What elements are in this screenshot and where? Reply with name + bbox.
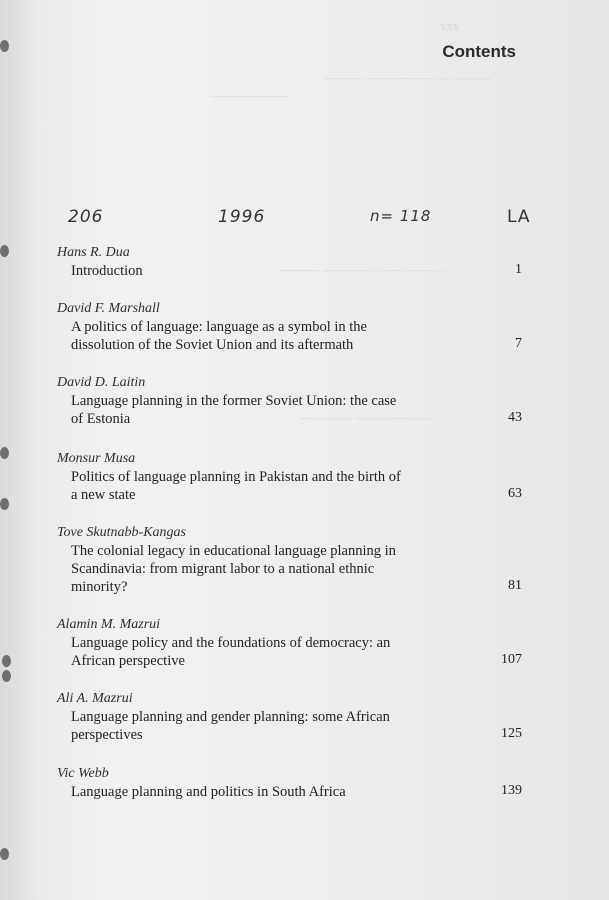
- punch-hole: [2, 670, 11, 682]
- entry-page-number: 1: [515, 262, 522, 277]
- bleed-through-text: ——— ———— —— ———: [280, 262, 446, 277]
- entry-title: Language policy and the foundations of democracy: an African perspective: [71, 635, 391, 669]
- entry-page-number: 63: [508, 486, 522, 501]
- bleed-through-text: ———— ——————: [300, 410, 434, 425]
- bleed-through-text: xxx: [440, 18, 460, 33]
- handwritten-mark: LA: [507, 207, 531, 227]
- entry-page-number: 43: [508, 410, 522, 425]
- entry-title: The colonial legacy in educational language planning in Scandinavia: from migrant labor to a national ethnic minority?: [71, 543, 396, 595]
- bleed-through-text: ——— ————— — ———: [325, 70, 491, 85]
- toc-entry: [57, 450, 522, 504]
- toc-entry: [57, 300, 522, 354]
- entry-author: Hans R. Dua: [57, 245, 130, 260]
- entry-title: Language planning and gender planning: some African perspectives: [71, 709, 390, 743]
- toc-entry: [57, 244, 522, 280]
- toc-entry: [57, 690, 522, 744]
- punch-hole: [0, 40, 9, 52]
- entry-title: Introduction: [71, 263, 143, 279]
- handwritten-mark: 206: [68, 207, 104, 227]
- entry-page-number: 81: [508, 578, 522, 593]
- punch-hole: [0, 498, 9, 510]
- punch-hole: [2, 655, 11, 667]
- punch-hole: [0, 848, 9, 860]
- bleed-through-text: ——————: [210, 88, 288, 103]
- entry-author: Alamin M. Mazrui: [57, 617, 161, 632]
- page-title: Contents: [442, 42, 516, 61]
- entry-title: Language planning in the former Soviet Union: the case of Estonia: [71, 393, 397, 427]
- handwritten-mark: 1996: [218, 207, 266, 227]
- punch-hole: [0, 447, 9, 459]
- entry-author: David F. Marshall: [57, 301, 160, 316]
- entry-title: Language planning and politics in South Africa: [71, 784, 346, 800]
- toc-entry: [57, 616, 522, 670]
- entry-page-number: 7: [515, 336, 522, 351]
- entry-title: Politics of language planning in Pakistan and the birth of a new state: [71, 469, 401, 503]
- entry-author: Ali A. Mazrui: [57, 691, 133, 706]
- handwritten-mark: n= 118: [370, 207, 432, 225]
- entry-page-number: 107: [501, 652, 522, 667]
- toc-entry: [57, 765, 522, 801]
- entry-page-number: 139: [501, 783, 522, 798]
- entry-author: Monsur Musa: [57, 451, 136, 466]
- toc-entry: [57, 374, 522, 428]
- toc-entry: [57, 524, 522, 596]
- entry-page-number: 125: [501, 726, 522, 741]
- entry-author: Vic Webb: [57, 766, 109, 781]
- entry-author: David D. Laitin: [57, 375, 146, 390]
- entry-title: A politics of language: language as a symbol in the dissolution of the Soviet Union and its aftermath: [71, 319, 367, 353]
- punch-hole: [0, 245, 9, 257]
- entry-author: Tove Skutnabb-Kangas: [57, 525, 186, 540]
